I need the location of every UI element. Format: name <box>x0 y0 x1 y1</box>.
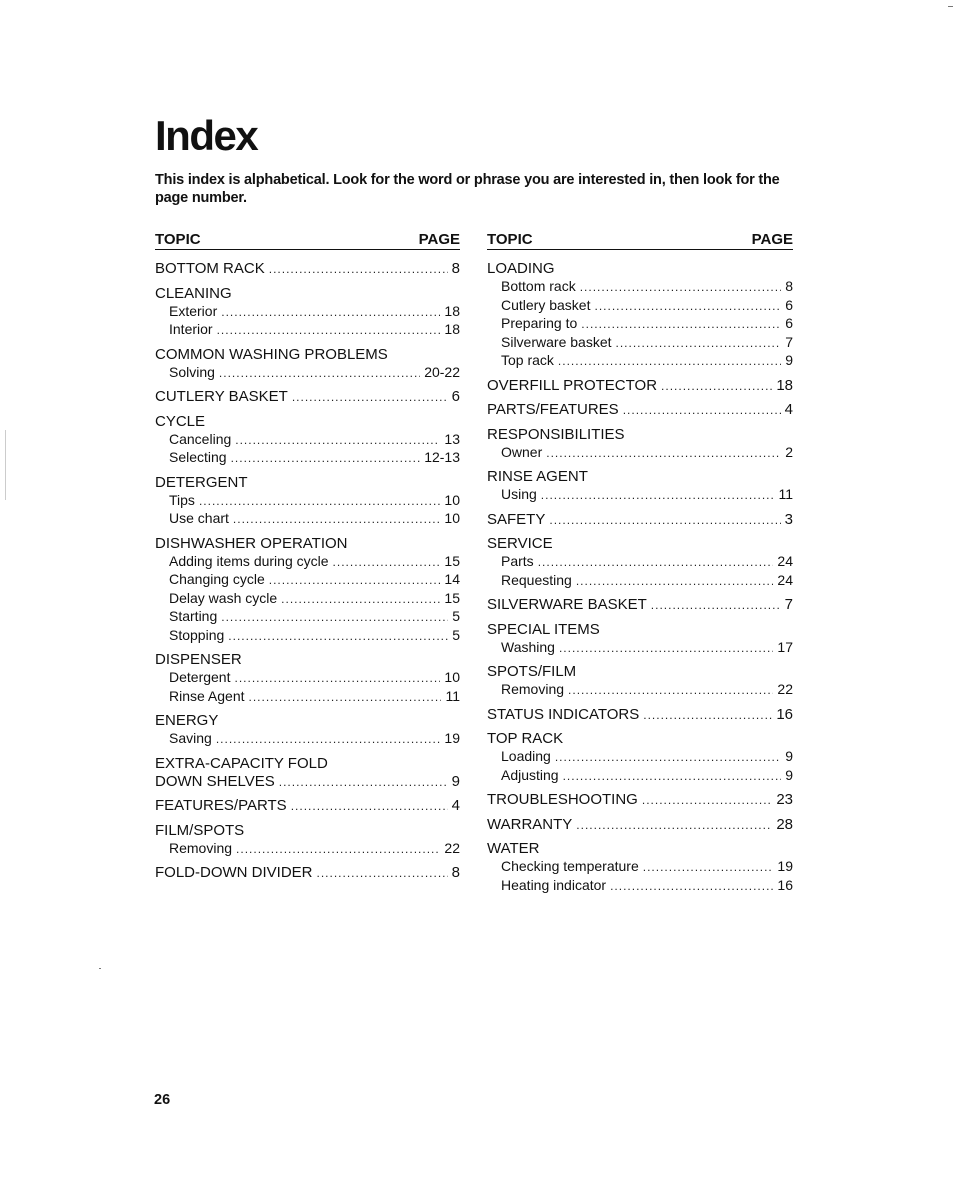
sub-entry-row <box>487 877 793 896</box>
column-header <box>487 232 793 250</box>
entry-page: 24 <box>777 571 793 588</box>
page-header: PAGE <box>418 231 460 248</box>
entry-heading: ENERGY <box>155 712 219 729</box>
index-entry <box>155 535 460 646</box>
dot-leader <box>651 597 781 615</box>
index-entry <box>155 346 460 383</box>
entry-page: 15 <box>444 589 460 606</box>
entry-label: Checking temperature <box>501 858 639 874</box>
dot-leader <box>279 774 448 792</box>
topic-header: TOPIC <box>155 231 201 248</box>
sub-entry-row <box>155 608 460 627</box>
entry-page: 18 <box>444 321 460 337</box>
index-entry <box>487 816 793 835</box>
entry-label: OVERFILL PROTECTOR <box>487 376 658 394</box>
index-entry <box>487 377 793 396</box>
entry-page: 23 <box>776 791 793 808</box>
entry-page: 13 <box>444 430 460 447</box>
entry-label: WARRANTY <box>487 815 573 833</box>
entry-heading-row <box>487 791 793 810</box>
index-entry <box>155 474 460 529</box>
dot-leader <box>549 512 780 530</box>
sub-entry-row <box>155 730 460 749</box>
entry-heading-row <box>487 816 793 835</box>
entry-page: 10 <box>444 491 460 508</box>
index-entry <box>487 260 793 371</box>
sub-entry-row <box>487 858 793 877</box>
entry-label: Using <box>501 486 537 502</box>
entry-heading-row <box>487 377 793 396</box>
entry-heading-row <box>487 401 793 420</box>
entry-label: Saving <box>169 730 212 746</box>
dot-leader <box>333 554 441 572</box>
index-entry <box>487 791 793 810</box>
page-title: Index <box>155 112 258 159</box>
topic-header: TOPIC <box>487 231 533 248</box>
entry-page: 14 <box>444 571 460 587</box>
entry-heading: CYCLE <box>155 412 206 430</box>
entry-heading: FILM/SPOTS <box>155 821 245 839</box>
dot-leader <box>236 841 440 859</box>
dot-leader <box>538 554 774 572</box>
entry-heading: DETERGENT <box>155 473 248 491</box>
entry-heading: LOADING <box>487 260 555 277</box>
entry-label: Adding items during cycle <box>169 552 329 569</box>
entry-label: SILVERWARE BASKET <box>487 596 647 613</box>
entry-page: 8 <box>785 278 793 294</box>
sub-entry-row <box>155 431 460 450</box>
entry-page: 16 <box>776 705 793 723</box>
entry-heading-row <box>155 260 460 279</box>
dot-leader <box>231 450 421 468</box>
entry-label: Use chart <box>169 510 229 526</box>
entry-page: 7 <box>784 596 793 613</box>
entry-page: 6 <box>785 315 793 331</box>
page-number: 26 <box>154 1092 171 1108</box>
entry-label: Washing <box>501 638 555 655</box>
dot-leader <box>568 682 773 700</box>
dot-leader <box>219 365 420 383</box>
entry-page: 11 <box>445 687 460 704</box>
sub-entry-row <box>487 444 793 463</box>
entry-label: Exterior <box>169 302 218 319</box>
index-column-left <box>155 232 460 889</box>
entry-page: 6 <box>785 296 793 313</box>
entry-label: Bottom rack <box>501 278 576 294</box>
dot-leader <box>317 865 448 883</box>
dot-leader <box>623 402 781 420</box>
entry-page: 17 <box>777 638 793 655</box>
entry-page: 19 <box>777 858 793 874</box>
entry-heading: SPOTS/FILM <box>487 663 577 680</box>
entry-label: Owner <box>501 443 543 460</box>
entry-label: PARTS/FEATURES <box>487 401 619 418</box>
sub-entry-row <box>487 748 793 767</box>
scan-mark <box>99 968 101 969</box>
entry-heading: SPECIAL ITEMS <box>487 620 600 638</box>
entry-label: Solving <box>169 363 215 380</box>
entry-page: 10 <box>444 510 460 526</box>
entry-heading-row <box>155 388 460 407</box>
entry-label: Tips <box>169 491 195 508</box>
entry-page: 16 <box>777 876 793 893</box>
entry-page: 8 <box>451 864 460 881</box>
index-entries <box>487 260 793 895</box>
entry-heading: DISPENSER <box>155 651 242 668</box>
sub-entry-row <box>487 681 793 700</box>
dot-leader <box>541 487 775 505</box>
dot-leader <box>581 316 781 334</box>
sub-entry-row <box>487 486 793 505</box>
entry-page: 19 <box>444 730 460 746</box>
dot-leader <box>221 609 448 627</box>
entry-page: 5 <box>452 626 460 643</box>
sub-entry-row <box>155 510 460 529</box>
dot-leader <box>216 731 441 749</box>
entry-label: Requesting <box>501 571 572 588</box>
dot-leader <box>642 792 772 810</box>
entry-page: 18 <box>444 302 460 319</box>
dot-leader <box>643 859 774 877</box>
entry-heading-row <box>487 596 793 615</box>
entry-label: STATUS INDICATORS <box>487 705 640 723</box>
dot-leader <box>269 572 441 590</box>
dot-leader <box>555 749 781 767</box>
dot-leader <box>563 768 782 786</box>
dot-leader <box>576 573 774 591</box>
entry-label: Loading <box>501 748 551 764</box>
entry-label: Removing <box>169 839 233 856</box>
dot-leader <box>580 279 782 297</box>
index-entry <box>487 663 793 700</box>
dot-leader <box>217 322 441 340</box>
entry-page: 15 <box>444 552 460 569</box>
sub-entry-row <box>155 688 460 707</box>
entry-page: 3 <box>784 510 793 528</box>
entry-heading-row <box>155 797 460 816</box>
dot-leader <box>559 640 773 658</box>
entry-heading: WATER <box>487 840 540 857</box>
index-entry <box>155 822 460 859</box>
entry-label: Delay wash cycle <box>169 589 278 606</box>
entry-heading-row <box>155 773 460 792</box>
sub-entry-row <box>155 669 460 688</box>
entry-heading: TOP RACK <box>487 730 564 747</box>
index-entry <box>155 285 460 340</box>
index-entry <box>487 730 793 785</box>
entry-label: Selecting <box>169 449 227 465</box>
entry-page: 4 <box>451 797 460 814</box>
entry-page: 12-13 <box>424 449 460 465</box>
index-entry <box>487 840 793 895</box>
index-entry <box>487 535 793 590</box>
sub-entry-row <box>487 767 793 786</box>
entry-heading: DISHWASHER OPERATION <box>155 534 348 552</box>
sub-entry-row <box>155 321 460 340</box>
entry-label: Removing <box>501 681 565 697</box>
entry-page: 9 <box>785 748 793 764</box>
entry-page: 28 <box>776 815 793 833</box>
sub-entry-row <box>155 492 460 511</box>
entry-page: 8 <box>451 260 460 277</box>
entry-label: BOTTOM RACK <box>155 260 265 277</box>
dot-leader <box>199 493 440 511</box>
sub-entry-row <box>155 627 460 646</box>
entry-label: DOWN SHELVES <box>155 772 275 790</box>
index-entry <box>487 596 793 615</box>
index-entries <box>155 260 460 883</box>
entry-label: FEATURES/PARTS <box>155 797 287 814</box>
entry-page: 6 <box>451 388 460 405</box>
dot-leader <box>228 628 448 646</box>
index-entry <box>487 401 793 420</box>
sub-entry-row <box>155 553 460 572</box>
entry-label: FOLD-DOWN DIVIDER <box>155 864 313 881</box>
sub-entry-row <box>487 352 793 371</box>
page-header: PAGE <box>751 231 793 248</box>
entry-heading-row <box>487 511 793 530</box>
entry-label: Preparing to <box>501 315 578 331</box>
entry-label: Parts <box>501 553 534 569</box>
entry-heading: RESPONSIBILITIES <box>487 425 625 443</box>
sub-entry-row <box>155 840 460 859</box>
index-entry <box>155 651 460 706</box>
dot-leader <box>234 670 440 688</box>
entry-label: Rinse Agent <box>169 687 245 704</box>
sub-entry-row <box>155 449 460 468</box>
dot-leader <box>616 335 782 353</box>
sub-entry-row <box>487 278 793 297</box>
entry-label: Detergent <box>169 669 231 685</box>
entry-page: 22 <box>444 839 460 856</box>
entry-page: 22 <box>777 681 793 697</box>
index-entry <box>487 706 793 725</box>
entry-page: 20-22 <box>424 363 460 380</box>
entry-heading-row <box>155 864 460 883</box>
sub-entry-row <box>487 553 793 572</box>
entry-page: 5 <box>452 608 460 624</box>
index-entry <box>155 712 460 749</box>
entry-label: Cutlery basket <box>501 296 591 313</box>
dot-leader <box>594 298 781 316</box>
entry-label: TROUBLESHOOTING <box>487 791 638 808</box>
entry-label: Interior <box>169 321 213 337</box>
sub-entry-row <box>487 572 793 591</box>
entry-heading: EXTRA-CAPACITY FOLD <box>155 754 328 772</box>
scan-mark <box>948 6 953 7</box>
sub-entry-row <box>487 639 793 658</box>
dot-leader <box>661 378 772 396</box>
index-entry <box>155 260 460 279</box>
index-column-right <box>487 232 793 901</box>
sub-entry-row <box>487 297 793 316</box>
entry-label: SAFETY <box>487 510 546 528</box>
index-entry <box>155 755 460 792</box>
sub-entry-row <box>155 303 460 322</box>
entry-label: Starting <box>169 608 218 624</box>
entry-page: 2 <box>785 443 793 460</box>
dot-leader <box>281 591 440 609</box>
intro-text: This index is alphabetical. Look for the word or phrase you are interested in, then look for the page number. <box>155 172 780 206</box>
dot-leader <box>291 798 448 816</box>
index-entry <box>487 621 793 658</box>
dot-leader <box>643 707 772 725</box>
entry-label: Heating indicator <box>501 876 607 893</box>
entry-page: 7 <box>785 333 793 350</box>
entry-page: 11 <box>778 486 793 502</box>
entry-page: 10 <box>444 669 460 685</box>
sub-entry-row <box>155 571 460 590</box>
dot-leader <box>610 878 773 896</box>
entry-heading: COMMON WASHING PROBLEMS <box>155 345 388 363</box>
entry-page: 9 <box>451 772 460 790</box>
entry-heading: CLEANING <box>155 284 232 302</box>
index-entry <box>487 511 793 530</box>
dot-leader <box>233 511 441 529</box>
sub-entry-row <box>155 364 460 383</box>
sub-entry-row <box>487 315 793 334</box>
entry-label: Stopping <box>169 626 225 643</box>
entry-label: Adjusting <box>501 766 559 783</box>
entry-label: CUTLERY BASKET <box>155 388 288 405</box>
dot-leader <box>558 353 781 371</box>
sub-entry-row <box>487 334 793 353</box>
index-entry <box>155 388 460 407</box>
dot-leader <box>292 389 448 407</box>
entry-heading: SERVICE <box>487 535 553 552</box>
entry-heading-row <box>487 706 793 725</box>
entry-page: 18 <box>776 376 793 394</box>
dot-leader <box>249 689 442 707</box>
entry-page: 9 <box>785 352 793 368</box>
entry-heading: RINSE AGENT <box>487 468 588 485</box>
index-entry <box>155 864 460 883</box>
column-header <box>155 232 460 250</box>
entry-page: 9 <box>785 766 793 783</box>
index-entry <box>487 426 793 463</box>
entry-label: Silverware basket <box>501 333 612 350</box>
entry-page: 4 <box>784 401 793 418</box>
dot-leader <box>221 304 440 322</box>
index-entry <box>155 413 460 468</box>
entry-label: Canceling <box>169 430 232 447</box>
entry-label: Changing cycle <box>169 571 265 587</box>
index-entry <box>155 797 460 816</box>
index-entry <box>487 468 793 505</box>
entry-page: 24 <box>777 553 793 569</box>
sub-entry-row <box>155 590 460 609</box>
dot-leader <box>269 261 448 279</box>
dot-leader <box>576 817 772 835</box>
dot-leader <box>235 432 440 450</box>
entry-label: Top rack <box>501 352 554 368</box>
scan-mark <box>5 430 6 500</box>
dot-leader <box>546 445 781 463</box>
